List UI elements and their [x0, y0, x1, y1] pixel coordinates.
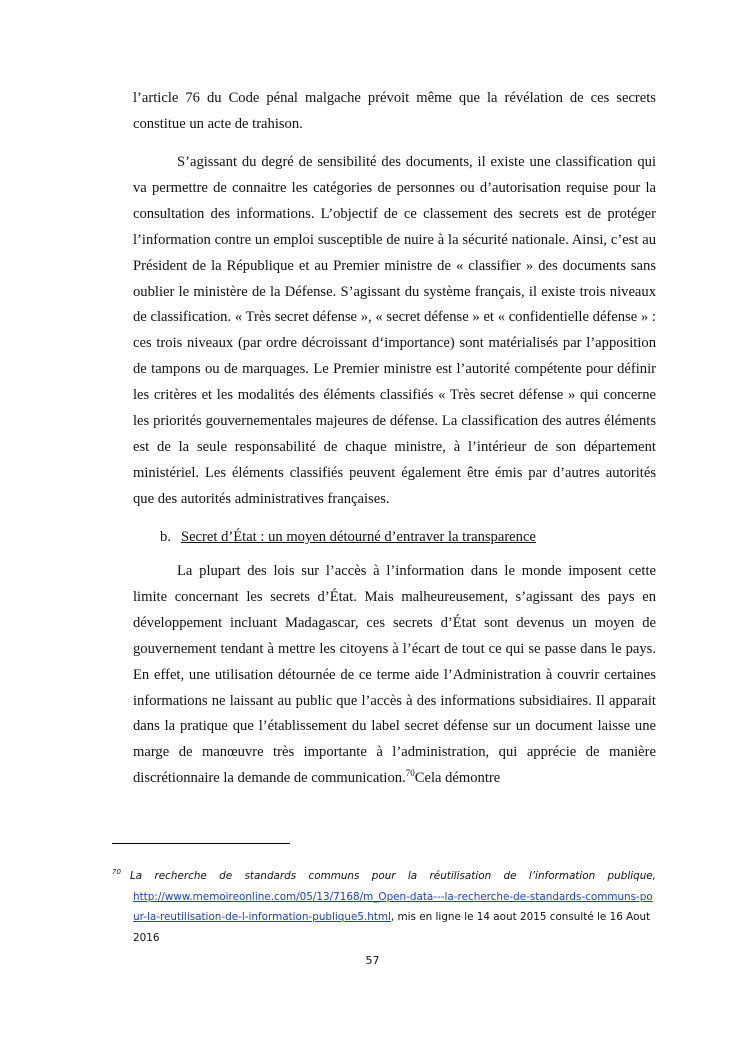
paragraph-3-tail: Cela démontre — [414, 770, 501, 787]
paragraph-2: S’agissant du degré de sensibilité des documents, il existe une classification qui va permettre de connaitre les catégories de personnes ou d’autorisation requise pour la consultation des informations. L’objectif de ce classement des secrets est de protéger l’information contre un emploi susceptible de nuire à la sécurité nationale. Ainsi, c’est au Président de la République et au Premier ministre de « classifier » des documents sans oublier le ministère de la Défense. S’agissant du système français, il existe trois niveaux de classification. « Très secret défense », « secret défense » et « confidentielle défense » : ces trois niveaux (par ordre décroissant d‘importance) sont matérialisés par l’apposition de tampons ou de marquages. Le Premier ministre est l’autorité compétente pour définir les critères et les modalités des éléments classifiés « Très secret défense » qui concerne les priorités gouvernementales majeures de défense. La classification des autres éléments est de la seule responsabilité de chaque ministre, à l’intérieur de son département ministériel. Les éléments classifiés peuvent également être émis par d’autres autorités que des autorités administratives françaises. — [133, 154, 656, 507]
paragraph-1: l’article 76 du Code pénal malgache prévoit même que la révélation de ces secrets constitue un acte de trahison. — [133, 90, 656, 132]
section-heading-title: Secret d’État : un moyen détourné d’entraver la transparence — [180, 529, 536, 545]
footnote-link[interactable]: http://www.memoireonline.com/05/13/7168/m_Open-data---la-recherche-de-standards-communs-pour-la-reutilisation-de-l-information-publique5.html — [133, 890, 653, 923]
footnote-reference[interactable]: 70 — [405, 768, 415, 779]
footnote-title-text: La recherche de standards communs pour la réutilisation de l’information publique, — [130, 870, 656, 882]
footnote-number: 70 — [112, 868, 121, 876]
footnote-note: , mis en ligne le 14 aout 2015 consulté le 16 Aout 2016 — [133, 911, 651, 944]
footnote-separator — [112, 843, 290, 844]
footnote — [112, 866, 656, 948]
section-heading — [160, 529, 536, 546]
paragraph-3 — [133, 559, 656, 792]
footnote-title — [112, 866, 656, 887]
footnote-body — [112, 887, 656, 949]
page-number: 57 — [365, 954, 380, 967]
paragraph-3-text: La plupart des lois sur l’accès à l’information dans le monde imposent cette limite concernant les secrets d’État. Mais malheureusement, s’agissant des pays en développement incluant Madagascar, ces secrets d’État sont devenus un moyen de gouvernement tendant à mettre les citoyens à l’écart de tout ce qui se passe dans le pays. En effet, une utilisation détournée de ce terme aide l’Administration à couvrir certaines informations ne laissant au public que l’accès à des informations subsidiaires. Il apparait dans la pratique que l’établissement du label secret défense sur un document laisse une marge de manœuvre très importante à l’administration, qui apprécie de manière discrétionnaire la demande de communication. — [133, 563, 656, 787]
section-heading-marker: b. — [160, 529, 171, 545]
